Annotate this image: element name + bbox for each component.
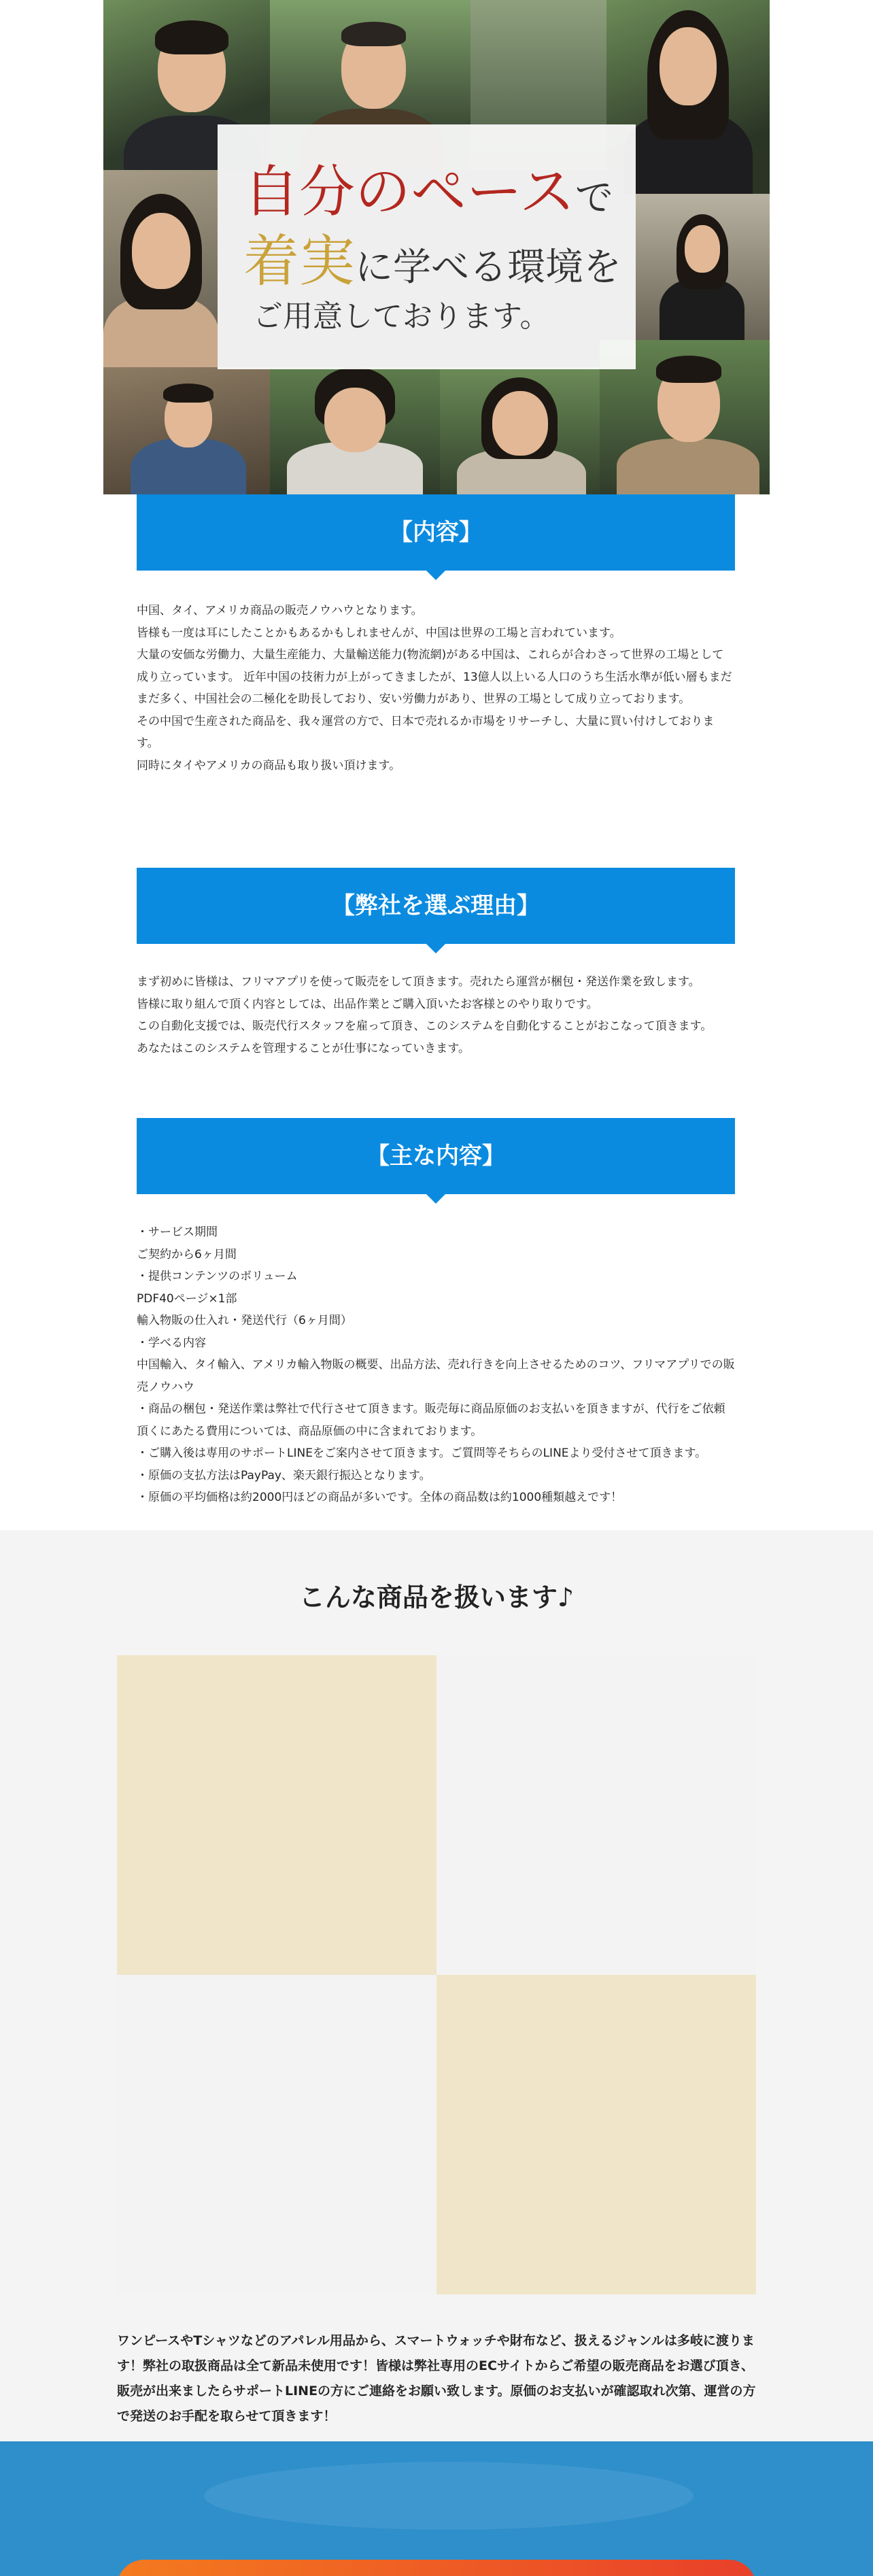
paragraph: この自動化支援では、販売代行スタッフを雇って頂き、このシステムを自動化することがおこなって頂きます。 [137,1019,713,1033]
photo-person-4 [103,170,218,367]
list-item: ご契約から6ヶ月間 [137,1247,237,1261]
photo-person-8 [440,367,600,494]
paragraph: 皆様も一度は耳にしたことかもあるかもしれませんが、中国は世界の工場と言われています。 [137,626,621,640]
list-item: 輸入物販の仕入れ・発送代行（6ヶ月間） [137,1314,352,1327]
product-image-placeholder [117,1655,437,1975]
hero-line-1: 自分のペースで [243,160,613,224]
hero-headline-card [218,124,636,369]
products-title: こんな商品を扱います♪ [298,1582,575,1612]
product-image-grid [117,1655,756,2294]
section-heading-content: 【内容】 [137,494,735,571]
list-item: ・提供コンテンツのボリューム [137,1270,298,1283]
list-item: 中国輸入、タイ輸入、アメリカ輸入物販の概要、出品方法、売れ行きを向上させるためのコツ、フリマアプリでの販売ノウハウ [137,1358,735,1394]
hero-collage [103,0,770,494]
paragraph: 中国、タイ、アメリカ商品の販売ノウハウとなります。 [137,604,423,617]
paragraph: 同時にタイやアメリカの商品も取り扱い頂けます。 [137,758,401,773]
section-heading-reasons: 【弊社を選ぶ理由】 [137,868,735,944]
photo-person-7 [270,367,440,494]
paragraph: あなたはこのシステムを管理することが仕事になっていきます。 [137,1041,470,1055]
paragraph: まず初めに皆様は、フリマアプリを使って販売をして頂きます。売れたら運営が梱包・発送作業を致します。 [137,975,700,989]
paragraph: その中国で生産された商品を、我々運営の方で、日本で売れるか市場をリサーチし、大量に買い付けしております。 [137,714,715,750]
section-body-content [137,600,735,777]
section-body-main-content [137,1221,735,1509]
section-body-reasons [137,971,735,1060]
photo-person-6 [103,367,270,494]
paragraph: 大量の安価な労働力、大量生産能力、大量輸送能力(物流網)がある中国は、これらが合わさって世界の工場として成り立っています。 近年中国の技術力が上がってきましたが、13億人以上いる人口のうち生活水準が低い層もまだまだ多く、中国社会の二極化を助長しており、安い労働力があり、世界の工場として成り立っております。 [137,648,732,706]
bottom-banner [0,2441,873,2576]
hero-line-2: 着実に学べる環境を [243,229,622,294]
product-image-placeholder [437,1655,756,1975]
products-description: ワンピースやTシャツなどのアパレル用品から、スマートウォッチや財布など、扱えるジャンルは多岐に渡ります！弊社の取扱商品は全て新品未使用です！皆様は弊社専用のECサイトからご希望の販売商品をお選び頂き、販売が出来ましたらサポートLINEの方にご連絡をお願い致します。原価のお支払いが確認取れ次第、運営の方で発送のお手配を取らせて頂きます！ [117,2333,756,2424]
cta-button[interactable] [117,2560,756,2576]
list-item: ・サービス期間 [137,1225,218,1239]
product-image-placeholder [117,1975,437,2294]
section-heading-main-content: 【主な内容】 [137,1118,735,1194]
list-item: ・商品の梱包・発送作業は弊社で代行させて頂きます。販売毎に商品原価のお支払いを頂きますが、代行をご依頼頂くにあたる費用については、商品原価の中に含まれております。 [137,1402,725,1438]
banner-glare [204,2462,694,2530]
hero-line-3: ご用意しております。 [253,299,550,334]
list-item: ・原価の平均価格は約2000円ほどの商品が多いです。全体の商品数は約1000種類越えです！ [137,1491,623,1504]
paragraph: 皆様に取り組んで頂く内容としては、出品作業とご購入頂いたお客様とのやり取りです。 [137,997,598,1011]
photo-person-5 [636,194,770,340]
list-item: ・ご購入後は専用のサポートLINEをご案内させて頂きます。ご質問等そちらのLINEより受付させて頂きます。 [137,1446,707,1460]
list-item: PDF40ページ×1部 [137,1291,237,1306]
product-image-placeholder [437,1975,756,2294]
list-item: ・学べる内容 [137,1336,206,1350]
list-item: ・原価の支払方法はPayPay、楽天銀行振込となります。 [137,1468,431,1482]
products-section [0,1530,873,2441]
